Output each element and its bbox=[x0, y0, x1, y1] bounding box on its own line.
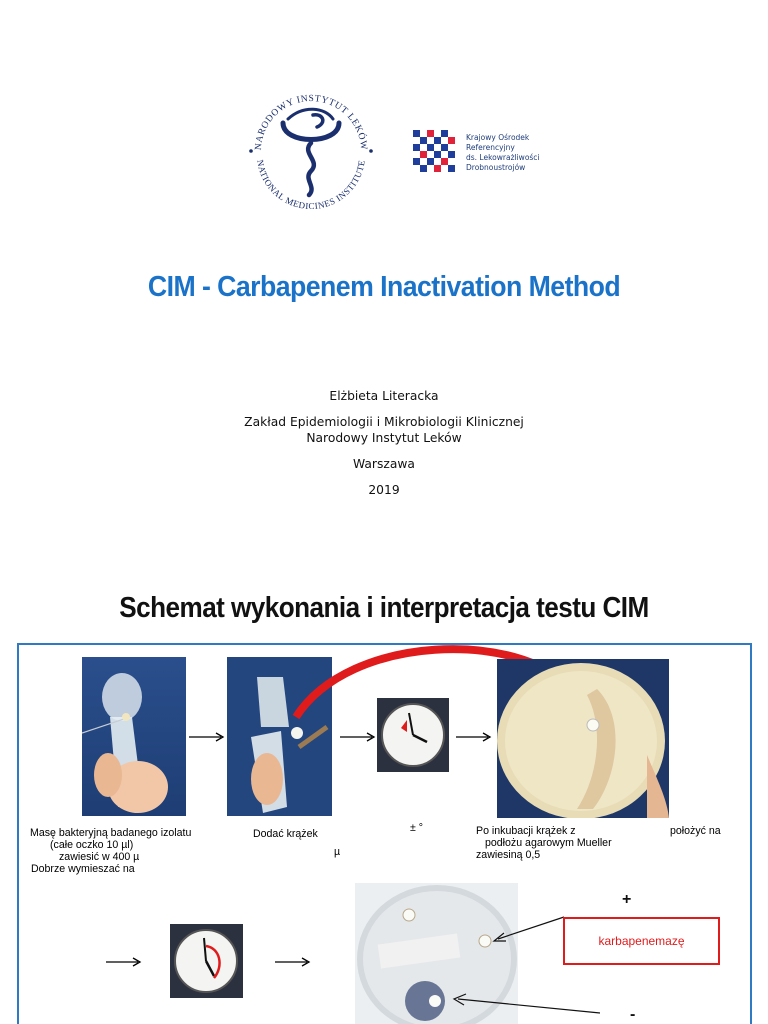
seal-bottom-text: NATIONAL MEDICINES INSTITUTE bbox=[255, 159, 367, 212]
scheme-title: Schemat wykonania i interpretacja testu CIM bbox=[119, 592, 649, 624]
negative-sign: - bbox=[630, 1006, 636, 1023]
krod-logo-text bbox=[466, 133, 540, 173]
krod-logo-icon bbox=[413, 130, 455, 172]
institute-name: Narodowy Instytut Leków bbox=[306, 431, 462, 445]
positive-sign: + bbox=[622, 891, 632, 908]
step1-line: zawiesić w 400 µ bbox=[59, 851, 140, 863]
step2-line: µ bbox=[334, 846, 341, 858]
year: 2019 bbox=[368, 483, 400, 497]
photo-agar-plate bbox=[497, 659, 669, 818]
nil-seal-logo bbox=[243, 83, 379, 219]
krod-line: Referencyjny bbox=[466, 143, 515, 152]
arrow-right-icon bbox=[106, 957, 142, 967]
step3-caption: ± ° bbox=[410, 822, 423, 834]
arrow-right-icon bbox=[456, 732, 492, 742]
result-label-box bbox=[563, 917, 720, 965]
result-label: karbapenemazę bbox=[598, 934, 685, 948]
krod-line: Krajowy Ośrodek bbox=[466, 133, 530, 142]
step1-line: (całe oczko 10 µl) bbox=[50, 839, 134, 851]
seal-top-text: NARODOWY INSTYTUT LEKÓW bbox=[253, 93, 369, 151]
step4-line: Po inkubacji krążek z bbox=[476, 825, 576, 837]
arrow-right-icon bbox=[340, 732, 376, 742]
step1-caption bbox=[30, 827, 191, 875]
step4-right-caption: położyć na bbox=[670, 825, 721, 837]
step2-line: Dodać krążek bbox=[253, 828, 318, 840]
photo-tube-loop bbox=[82, 657, 186, 816]
department-name: Zakład Epidemiologii i Mikrobiologii Klinicznej bbox=[244, 415, 524, 429]
step4-line: zawiesiną 0,5 bbox=[476, 849, 541, 861]
arrow-right-icon bbox=[275, 957, 311, 967]
step1-line: Masę bakteryjną badanego izolatu bbox=[30, 827, 192, 839]
author-name: Elżbieta Literacka bbox=[329, 389, 439, 403]
city-name: Warszawa bbox=[353, 457, 415, 471]
pointer-arrow-icon bbox=[450, 993, 602, 1015]
presentation-title: CIM - Carbapenem Inactivation Method bbox=[147, 271, 621, 303]
krod-line: Drobnoustrojów bbox=[466, 163, 526, 172]
step4-line: podłożu agarowym Mueller bbox=[485, 837, 612, 849]
clock-icon bbox=[377, 698, 449, 772]
step4-caption bbox=[476, 825, 612, 861]
serpent-icon bbox=[283, 109, 339, 195]
arrow-right-icon bbox=[189, 732, 225, 742]
pointer-arrow-icon bbox=[490, 915, 566, 945]
step2-caption bbox=[253, 828, 340, 858]
clock-icon bbox=[170, 924, 243, 998]
krod-line: ds. Lekowrażliwości bbox=[466, 153, 540, 162]
author-block bbox=[0, 388, 768, 498]
step1-line: Dobrze wymieszać na bbox=[31, 863, 135, 875]
